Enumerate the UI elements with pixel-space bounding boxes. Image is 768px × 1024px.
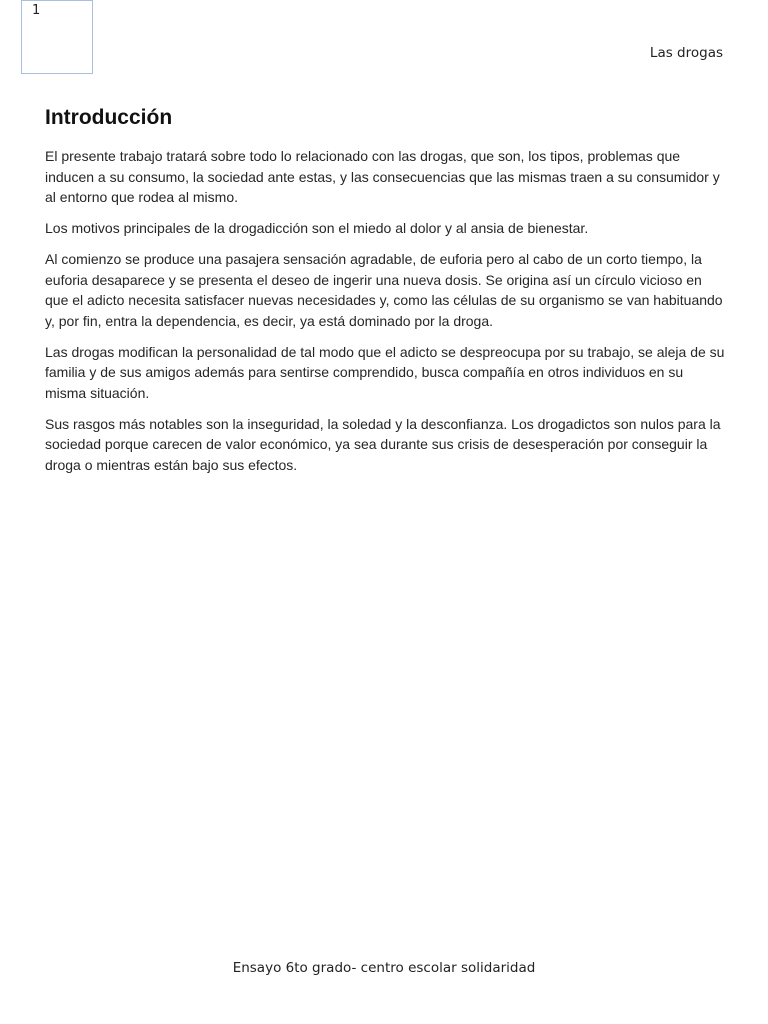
page-number: 1 [32,3,41,18]
page-number-box [21,0,93,74]
paragraph-1: El presente trabajo tratará sobre todo lo relacionado con las drogas, que son, los tipos, problemas que inducen a su consumo, la sociedad ante estas, y las consecuencias que las mismas traen a su consumidor y al entorno que rodea al mismo. [45,148,720,206]
section-heading: Introducción [45,106,173,129]
paragraph-5: Sus rasgos más notables son la inseguridad, la soledad y la desconfianza. Los drogadictos son nulos para la sociedad porque carecen de valor económico, ya sea durante sus crisis de desesperación por conseguir la droga o mientras están bajo sus efectos. [45,415,721,474]
paragraph-3: Al comienzo se produce una pasajera sensación agradable, de euforia pero al cabo de un corto tiempo, la euforia desaparece y se presenta el deseo de ingerir una nueva dosis. Se origina así un círculo vicioso en que el adicto necesita satisfacer nuevas necesidades y, como las células de su organismo se van habituando y, por fin, entra la dependencia, es decir, ya está dominado por la droga. [45,250,723,329]
document-body [45,106,727,486]
header-title: Las drogas [649,45,723,61]
footer-text: Ensayo 6to grado- centro escolar solidaridad [232,960,536,976]
paragraph-2: Los motivos principales de la drogadicción son el miedo al dolor y al ansia de bienestar. [45,220,589,237]
paragraph-4: Las drogas modifican la personalidad de tal modo que el adicto se despreocupa por su trabajo, se aleja de su familia y de sus amigos además para sentirse comprendido, busca compañía en otros individuos en su misma situación. [45,343,725,402]
